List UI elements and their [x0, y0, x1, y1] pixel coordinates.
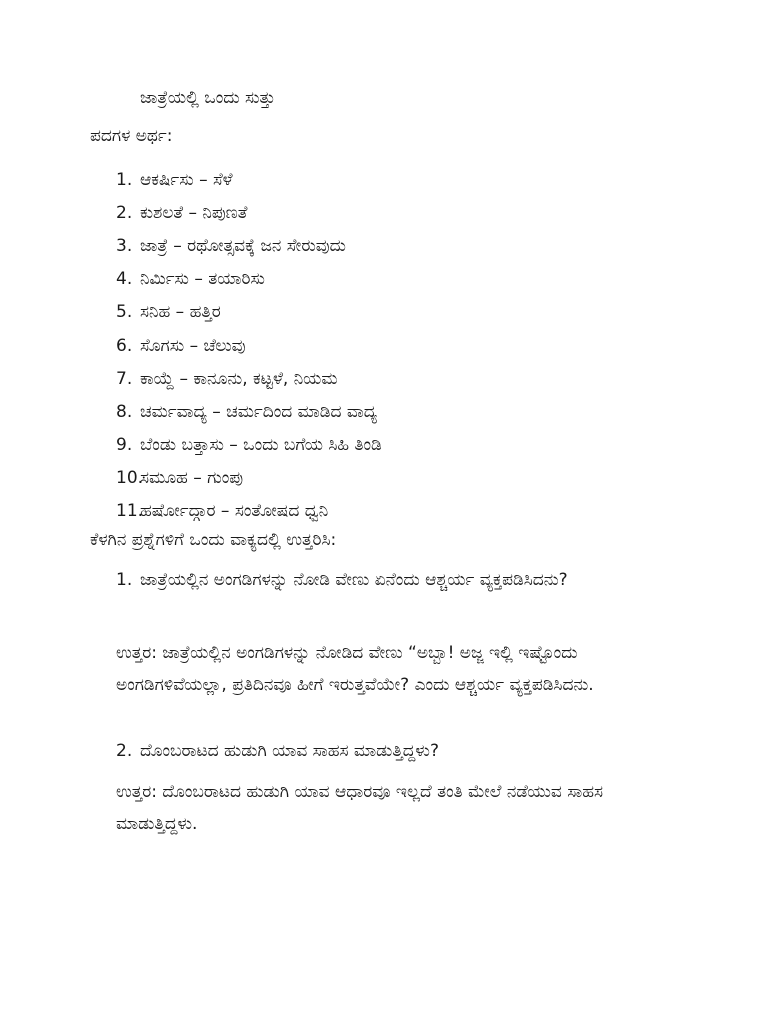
vocab-item — [116, 163, 382, 196]
vocab-item — [116, 196, 382, 229]
vocab-list — [116, 163, 382, 528]
vocab-number: 10. — [116, 468, 144, 489]
vocab-text: ಕುಶಲತೆ – ನಿಪುಣತೆ — [140, 202, 248, 223]
question-block — [116, 736, 646, 766]
answer-text: ಉತ್ತರ: ದೊಂಬರಾಟದ ಹುಡುಗಿ ಯಾವ ಆಧಾರವೂ ಇಲ್ಲದೆ ತಂತಿ ಮೇಲೆ ನಡೆಯುವ ಸಾಹಸ ಮಾಡುತ್ತಿದ್ದಳು. — [116, 782, 604, 834]
qa-heading: ಕೆಳಗಿನ ಪ್ರಶ್ನೆಗಳಿಗೆ ಒಂದು ವಾಕ್ಯದಲ್ಲಿ ಉತ್ತರಿಸಿ: — [90, 530, 337, 550]
vocab-item — [116, 263, 382, 296]
vocab-number: 8. — [116, 401, 133, 422]
vocab-number: 5. — [116, 302, 133, 323]
document-title: ಜಾತ್ರೆಯಲ್ಲಿ ಒಂದು ಸುತ್ತು — [140, 88, 276, 108]
answer-text: ಉತ್ತರ: ಜಾತ್ರೆಯಲ್ಲಿನ ಅಂಗಡಿಗಳನ್ನು ನೋಡಿದ ವೇಣು “ಅಬ್ಬಾ! ಅಜ್ಜ ಇಲ್ಲಿ ಇಷ್ಟೊಂದು ಅಂಗಡಿಗಳಿವೆಯಲ್ಲಾ, ಪ್ರತಿದಿನವೂ ಹೀಗೆ ಇರುತ್ತವೆಯೇ? ಎಂದು ಆಶ್ಚರ್ಯ ವ್ಯಕ್ತಪಡಿಸಿದನು. — [116, 643, 594, 695]
vocab-number: 7. — [116, 368, 133, 389]
question-number: 2. — [116, 741, 133, 761]
vocab-text: ನಿರ್ಮಿಸು – ತಯಾರಿಸು — [140, 269, 265, 290]
vocab-item — [116, 362, 382, 395]
vocab-text: ಸಮೂಹ – ಗುಂಪು — [140, 468, 244, 489]
vocab-number: 3. — [116, 235, 133, 256]
vocab-item — [116, 429, 382, 462]
vocab-number: 6. — [116, 335, 133, 356]
question-number: 1. — [116, 570, 133, 590]
vocab-number: 4. — [116, 269, 133, 290]
vocab-item — [116, 296, 382, 329]
vocab-number: 9. — [116, 435, 133, 456]
vocab-text: ಜಾತ್ರೆ – ರಥೋತ್ಸವಕ್ಕೆ ಜನ ಸೇರುವುದು — [140, 235, 346, 256]
vocab-item — [116, 462, 382, 495]
vocab-text: ಬೆಂಡು ಬತ್ತಾಸು – ಒಂದು ಬಗೆಯ ಸಿಹಿ ತಿಂಡಿ — [140, 435, 382, 456]
vocab-text: ಸೊಗಸು – ಚೆಲುವು — [140, 335, 246, 356]
vocab-heading: ಪದಗಳ ಅರ್ಥ: — [90, 126, 173, 146]
question-text: ದೊಂಬರಾಟದ ಹುಡುಗಿ ಯಾವ ಸಾಹಸ ಮಾಡುತ್ತಿದ್ದಳು? — [140, 741, 439, 761]
vocab-item — [116, 495, 382, 528]
question — [116, 565, 646, 595]
vocab-text: ಕಾಯ್ದೆ – ಕಾನೂನು, ಕಟ್ಟಳೆ, ನಿಯಮ — [140, 368, 338, 389]
vocab-item — [116, 395, 382, 428]
question — [116, 736, 646, 766]
vocab-text: ಸನಿಹ – ಹತ್ತಿರ — [140, 302, 221, 323]
vocab-number: 2. — [116, 202, 133, 223]
vocab-text: ಚರ್ಮವಾದ್ಯ – ಚರ್ಮದಿಂದ ಮಾಡಿದ ವಾದ್ಯ — [140, 401, 378, 422]
vocab-item — [116, 329, 382, 362]
vocab-number: 11. — [116, 501, 144, 522]
vocab-text: ಆಕರ್ಷಿಸು – ಸೆಳೆ — [140, 169, 233, 190]
vocab-number: 1. — [116, 169, 133, 190]
vocab-text: ಹರ್ಷೋದ್ಗಾರ – ಸಂತೋಷದ ಧ್ವನಿ — [140, 501, 329, 522]
question-block — [116, 565, 646, 595]
vocab-item — [116, 229, 382, 262]
question-text: ಜಾತ್ರೆಯಲ್ಲಿನ ಅಂಗಡಿಗಳನ್ನು ನೋಡಿ ವೇಣು ಏನೆಂದು ಆಶ್ಚರ್ಯ ವ್ಯಕ್ತಪಡಿಸಿದನು? — [140, 570, 568, 590]
